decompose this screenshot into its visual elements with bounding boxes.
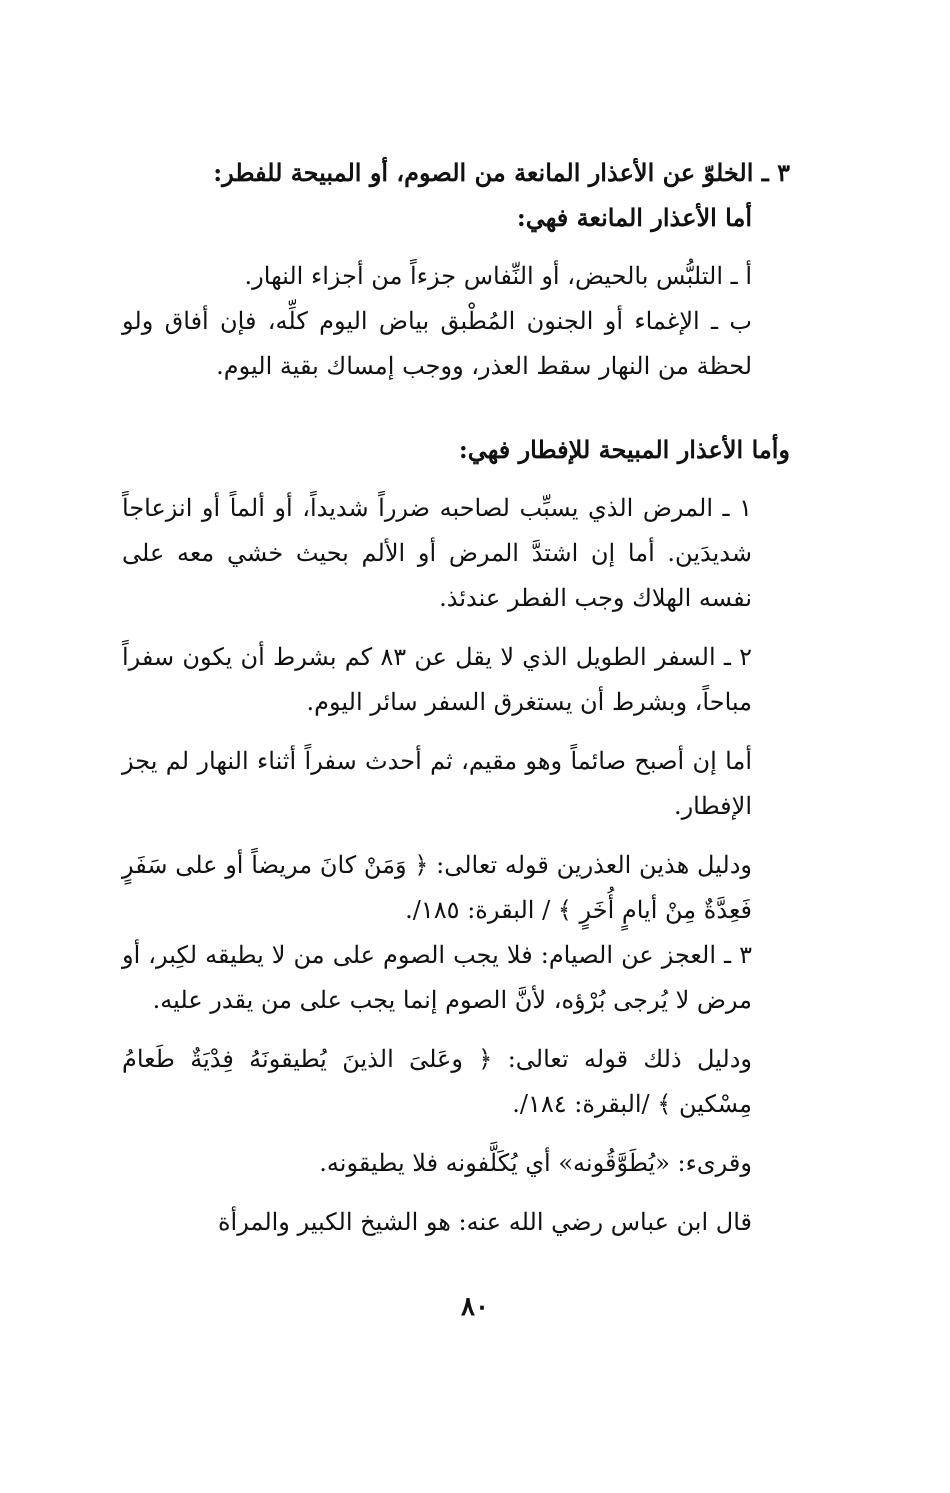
list-item-a: أ ـ التلبُّس بالحيض، أو النِّفاس جزءاً من أجزاء النهار. [244, 262, 752, 290]
subheading-permitting-excuses: وأما الأعذار المبيحة للإفطار فهي: [458, 435, 790, 464]
evidence-paragraph-1: ودليل هذين العذرين قوله تعالى: ﴿ وَمَنْ كانَ مريضاً أو على سَفَرٍ فَعِدَّةٌ مِنْ أيامٍ أُخَرٍ ﴾ / البقرة: ١٨٥/. [122, 851, 752, 924]
section-heading-3: ٣ ـ الخلوّ عن الأعذار المانعة من الصوم، أو المبيحة للفطر: [213, 158, 790, 187]
reading-note-paragraph: وقرىء: «يُطَوَّقُونه» أي يُكَلَّفونه فلا يطيقونه. [319, 1149, 752, 1177]
list-item-1: ١ ـ المرض الذي يسبِّب لصاحبه ضرراً شديداً، أو ألماً أو انزعاجاً شديدَين. أما إن اشتدَّ المرض أو الألم بحيث خشي معه على نفسه الهلاك وجب الفطر عندئذ. [122, 494, 752, 612]
evidence-paragraph-2: ودليل ذلك قوله تعالى: ﴿ وعَلىَ الذينَ يُطيقونَهُ فِدْيَةٌ طَعامُ مِسْكين ﴾ /البقرة: ١٨٤/. [122, 1045, 752, 1118]
body-text [122, 150, 790, 1245]
subheading-preventing-excuses: أما الأعذار المانعة فهي: [516, 203, 752, 232]
travel-note-paragraph: أما إن أصبح صائماً وهو مقيم، ثم أحدث سفراً أثناء النهار لم يجز الإفطار. [122, 747, 752, 820]
list-item-3: ٣ ـ العجز عن الصيام: فلا يجب الصوم على من لا يطيقه لكِبر، أو مرض لا يُرجى بُرْؤه، لأنَّ الصوم إنما يجب على من يقدر عليه. [122, 941, 753, 1014]
list-item-2: ٢ ـ السفر الطويل الذي لا يقل عن ٨٣ كم بشرط أن يكون سفراً مباحاً، وبشرط أن يستغرق السفر سائر اليوم. [122, 643, 752, 716]
list-item-b: ب ـ الإغماء أو الجنون المُطْبق بياض اليوم كلِّه، فإن أفاق ولو لحظة من النهار سقط العذر، ووجب إمساك بقية اليوم. [122, 307, 753, 380]
page-number: ٨٠ [461, 1292, 489, 1322]
ibn-abbas-paragraph: قال ابن عباس رضي الله عنه: هو الشيخ الكبير والمرأة [217, 1208, 752, 1236]
